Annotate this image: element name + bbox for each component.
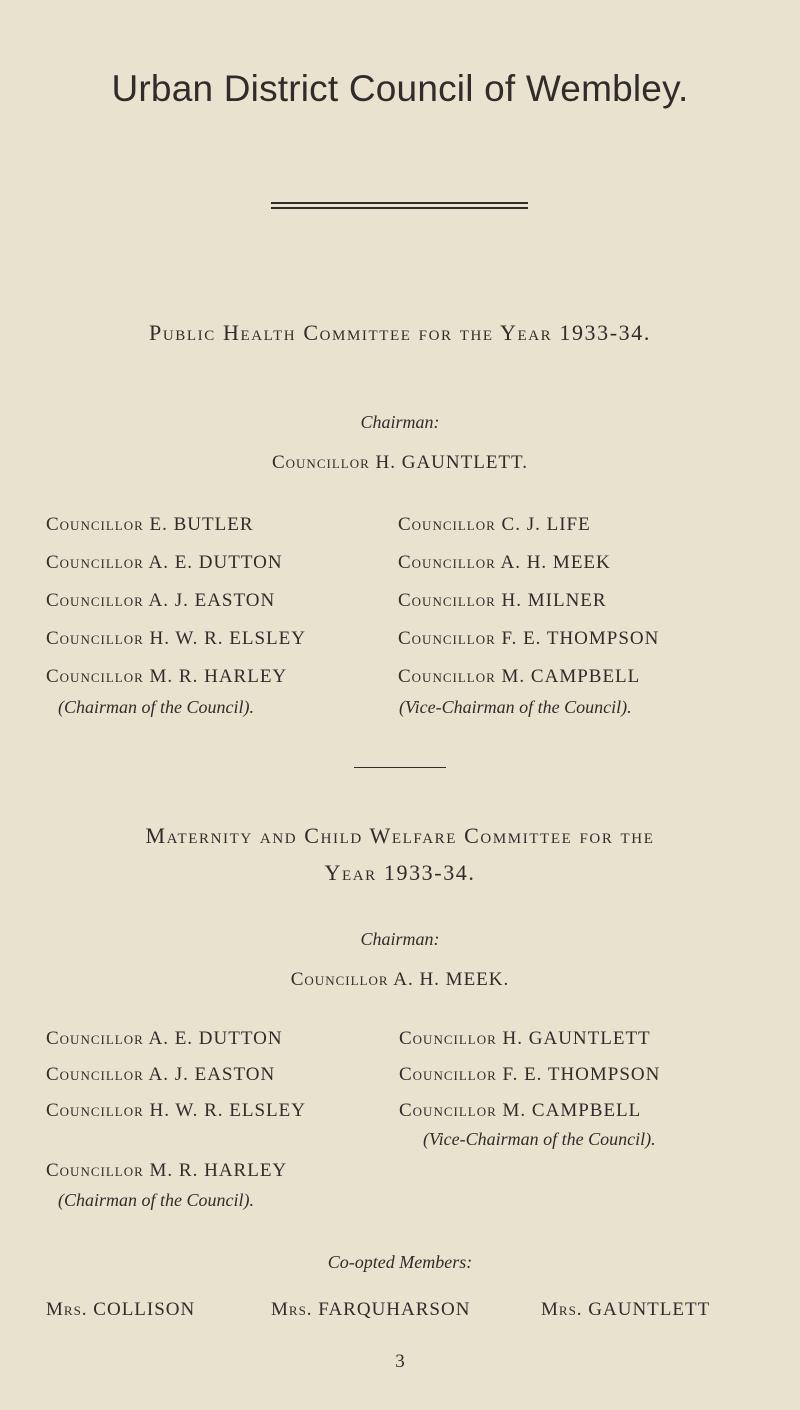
ph-member-left: Councillor H. W. R. ELSLEY [46,628,306,649]
ph-member-left: Councillor A. E. DUTTON [46,552,283,573]
ph-member-left: Councillor A. J. EASTON [46,590,276,611]
mcw-member-left: Councillor H. W. R. ELSLEY [46,1100,306,1121]
ph-right-note: (Vice-Chairman of the Council). [399,697,632,717]
mcw-left-note: (Chairman of the Council). [58,1190,254,1210]
page-title: Urban District Council of Wembley. [111,68,689,109]
maternity-chairman-label: Chairman: [360,929,440,949]
ph-left-note: (Chairman of the Council). [58,697,254,717]
coopted-member: Mrs. COLLISON [46,1299,196,1320]
mcw-member-left: Councillor M. R. HARLEY [46,1160,288,1181]
coopted-member: Mrs. FARQUHARSON [271,1299,471,1320]
ph-member-left: Councillor E. BUTLER [46,514,254,535]
public-health-chairman: Councillor H. GAUNTLETT. [271,452,528,473]
ph-member-right: Councillor M. CAMPBELL [398,666,641,687]
coopted-label: Co-opted Members: [327,1252,473,1272]
ph-member-right: Councillor F. E. THOMPSON [398,628,660,649]
maternity-heading-line2: Year 1933-34. [324,860,476,885]
maternity-chairman: Councillor A. H. MEEK. [290,969,510,990]
ph-member-right: Councillor C. J. LIFE [398,514,591,535]
maternity-heading-line1: Maternity and Child Welfare Committee for the [145,823,655,848]
mcw-member-right: Councillor M. CAMPBELL [399,1100,642,1121]
mcw-member-right: Councillor H. GAUNTLETT [399,1028,651,1049]
mcw-right-note: (Vice-Chairman of the Council). [423,1129,656,1149]
ph-member-right: Councillor H. MILNER [398,590,607,611]
mcw-member-left: Councillor A. J. EASTON [46,1064,276,1085]
mcw-member-left: Councillor A. E. DUTTON [46,1028,283,1049]
mcw-member-right: Councillor F. E. THOMPSON [399,1064,661,1085]
page-number: 3 [395,1351,405,1372]
ph-member-left: Councillor M. R. HARLEY [46,666,288,687]
ph-member-right: Councillor A. H. MEEK [398,552,611,573]
coopted-member: Mrs. GAUNTLETT [541,1299,711,1320]
double-rule-divider [271,202,528,209]
public-health-chairman-label: Chairman: [360,412,440,432]
public-health-heading: Public Health Committee for the Year 1933-34. [149,320,651,345]
section-divider [354,767,446,768]
